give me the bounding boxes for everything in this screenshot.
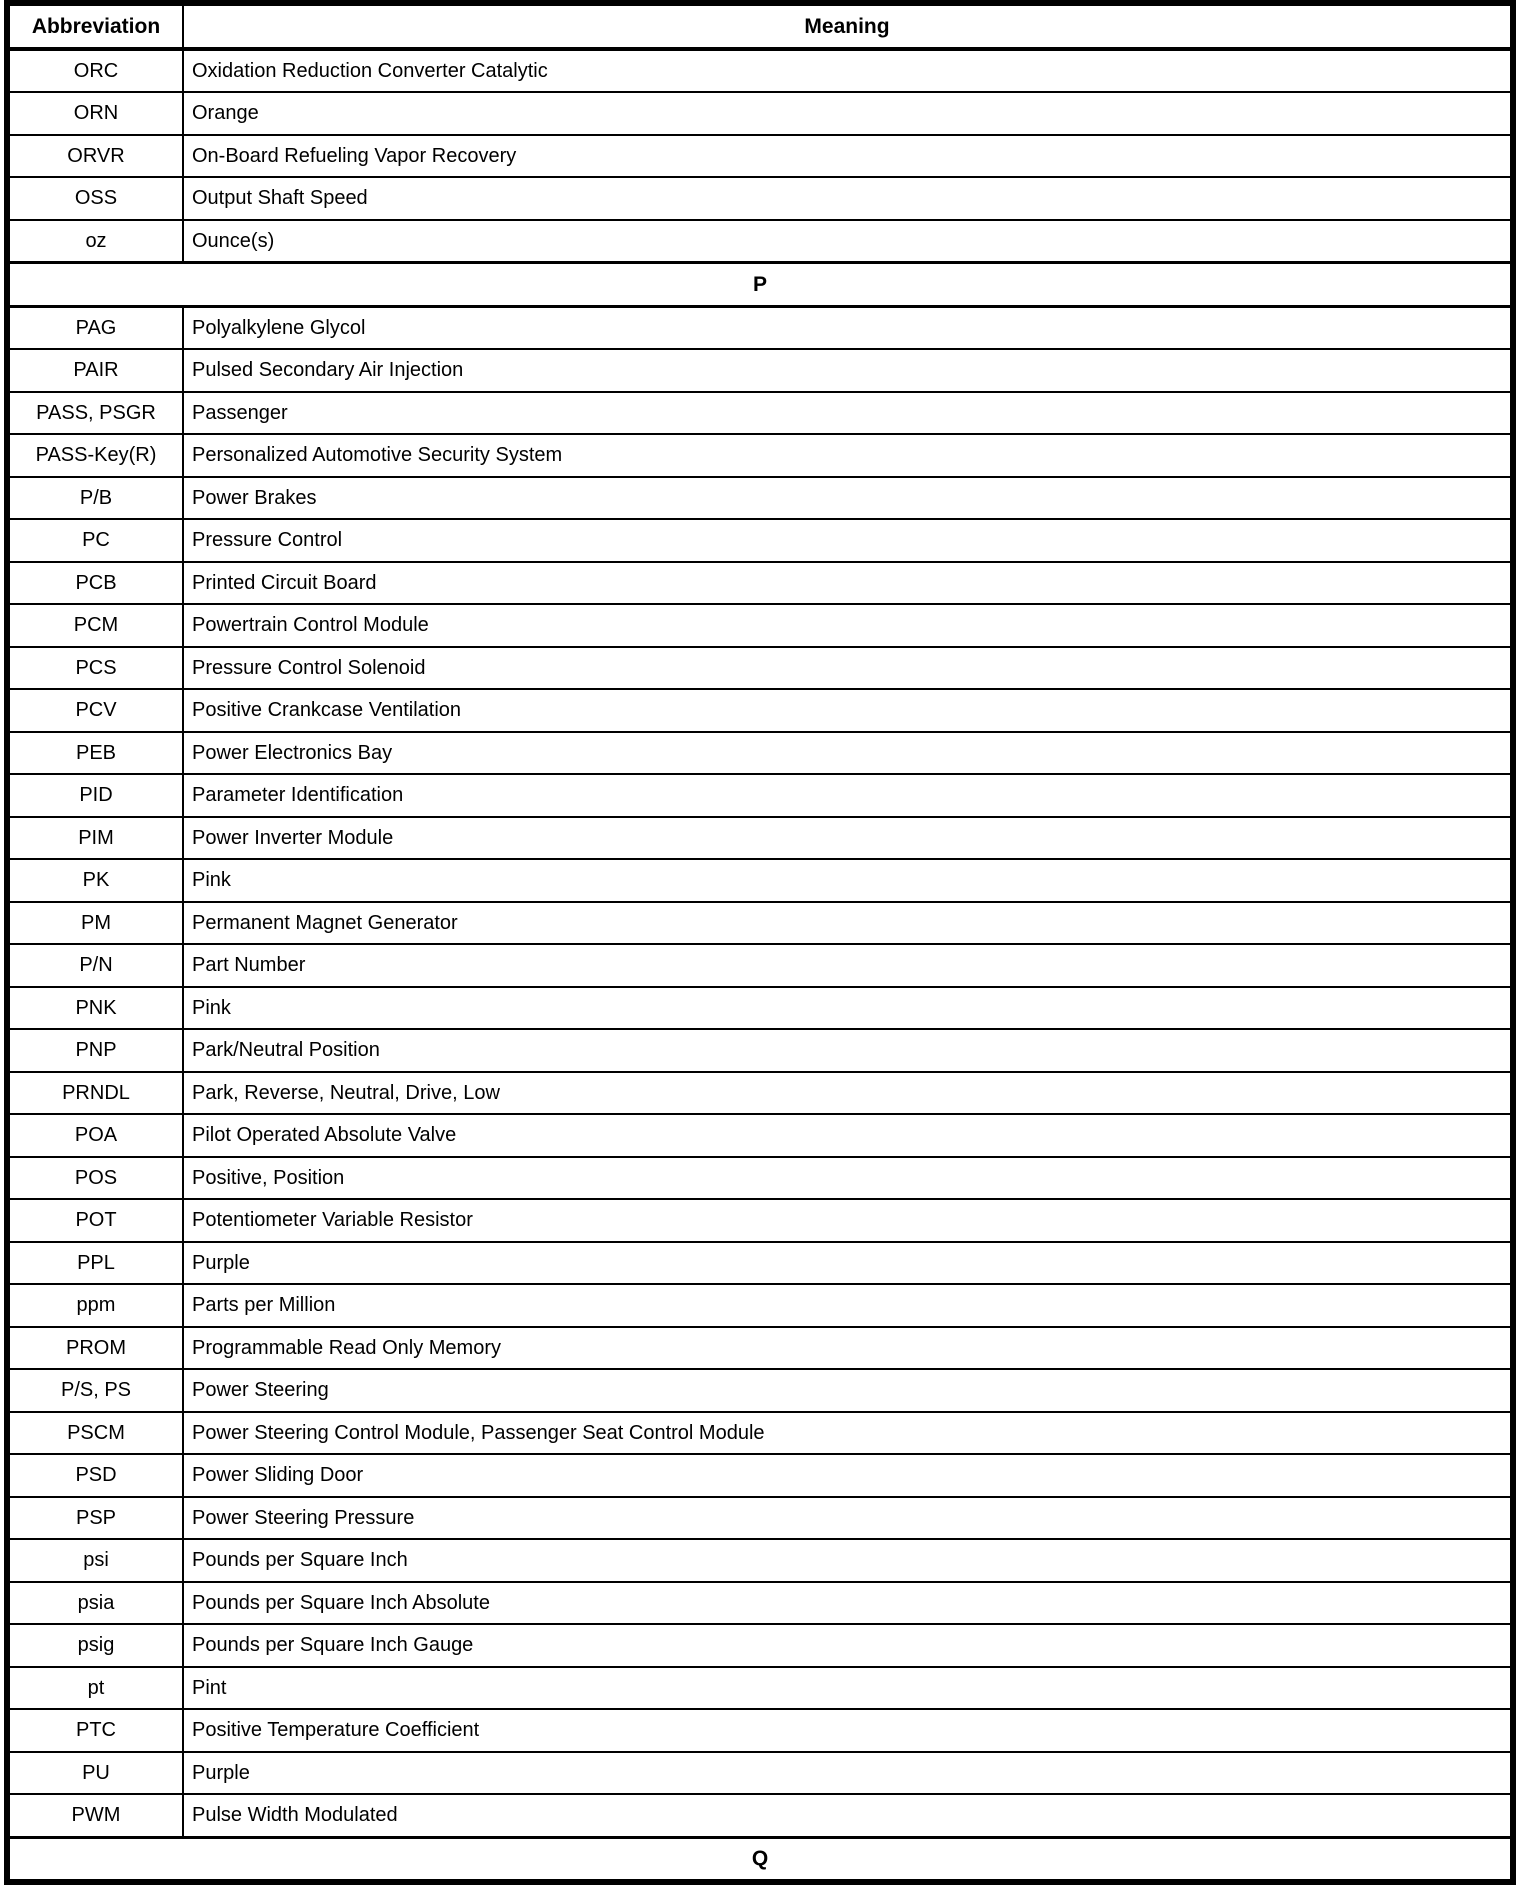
meaning-cell: Pint <box>183 1667 1513 1710</box>
meaning-cell: Purple <box>183 1242 1513 1285</box>
abbreviation-cell: POA <box>7 1114 183 1157</box>
table-row <box>7 774 1513 817</box>
header-meaning: Meaning <box>183 3 1513 49</box>
meaning-cell: Power Sliding Door <box>183 1454 1513 1497</box>
table-row <box>7 944 1513 987</box>
meaning-cell: Pilot Operated Absolute Valve <box>183 1114 1513 1157</box>
meaning-cell: Passenger <box>183 392 1513 435</box>
meaning-cell: Purple <box>183 1752 1513 1795</box>
abbreviation-cell: PASS, PSGR <box>7 392 183 435</box>
abbreviation-cell: PNP <box>7 1029 183 1072</box>
abbreviation-cell: PROM <box>7 1327 183 1370</box>
table-row <box>7 1199 1513 1242</box>
table-row <box>7 1157 1513 1200</box>
abbreviation-cell: PSCM <box>7 1412 183 1455</box>
abbreviation-cell: P/S, PS <box>7 1369 183 1412</box>
table-row <box>7 817 1513 860</box>
table-row <box>7 49 1513 93</box>
abbreviation-cell: ORC <box>7 49 183 93</box>
table-row <box>7 1412 1513 1455</box>
abbreviation-cell: PK <box>7 859 183 902</box>
abbreviation-cell: ORN <box>7 92 183 135</box>
header-row <box>7 3 1513 49</box>
abbreviation-cell: PCM <box>7 604 183 647</box>
abbreviation-cell: PWM <box>7 1794 183 1837</box>
abbreviation-cell: PPL <box>7 1242 183 1285</box>
meaning-cell: Personalized Automotive Security System <box>183 434 1513 477</box>
table-row <box>7 859 1513 902</box>
abbreviation-cell: PASS-Key(R) <box>7 434 183 477</box>
table-row <box>7 1794 1513 1837</box>
abbreviation-cell: PRNDL <box>7 1072 183 1115</box>
abbreviation-cell: P/B <box>7 477 183 520</box>
meaning-cell: Powertrain Control Module <box>183 604 1513 647</box>
table-row <box>7 1072 1513 1115</box>
meaning-cell: Oxidation Reduction Converter Catalytic <box>183 49 1513 93</box>
abbreviation-cell: OSS <box>7 177 183 220</box>
table-row <box>7 902 1513 945</box>
table-row <box>7 647 1513 690</box>
meaning-cell: Parts per Million <box>183 1284 1513 1327</box>
header-abbreviation: Abbreviation <box>7 3 183 49</box>
abbreviation-cell: PU <box>7 1752 183 1795</box>
abbreviation-cell: PSD <box>7 1454 183 1497</box>
table-row <box>7 1029 1513 1072</box>
meaning-cell: Park/Neutral Position <box>183 1029 1513 1072</box>
abbreviation-cell: ppm <box>7 1284 183 1327</box>
meaning-cell: Positive, Position <box>183 1157 1513 1200</box>
abbreviation-cell: psia <box>7 1582 183 1625</box>
abbreviation-cell: ORVR <box>7 135 183 178</box>
meaning-cell: Pulse Width Modulated <box>183 1794 1513 1837</box>
abbreviation-cell: oz <box>7 220 183 263</box>
abbreviation-cell: PAG <box>7 306 183 349</box>
abbreviation-cell: P/N <box>7 944 183 987</box>
abbreviation-cell: PSP <box>7 1497 183 1540</box>
meaning-cell: Output Shaft Speed <box>183 177 1513 220</box>
meaning-cell: Pressure Control Solenoid <box>183 647 1513 690</box>
abbreviation-cell: PID <box>7 774 183 817</box>
table-row <box>7 434 1513 477</box>
table-row <box>7 477 1513 520</box>
table-row <box>7 1709 1513 1752</box>
meaning-cell: Potentiometer Variable Resistor <box>183 1199 1513 1242</box>
abbreviation-cell: PEB <box>7 732 183 775</box>
meaning-cell: Part Number <box>183 944 1513 987</box>
table-row <box>7 1327 1513 1370</box>
abbreviation-cell: POS <box>7 1157 183 1200</box>
table-row <box>7 1242 1513 1285</box>
abbreviation-table-header <box>7 3 1513 49</box>
meaning-cell: On-Board Refueling Vapor Recovery <box>183 135 1513 178</box>
table-row <box>7 732 1513 775</box>
table-row <box>7 1667 1513 1710</box>
meaning-cell: Pounds per Square Inch <box>183 1539 1513 1582</box>
meaning-cell: Pounds per Square Inch Absolute <box>183 1582 1513 1625</box>
abbreviation-cell: PTC <box>7 1709 183 1752</box>
table-row <box>7 1539 1513 1582</box>
meaning-cell: Park, Reverse, Neutral, Drive, Low <box>183 1072 1513 1115</box>
table-row <box>7 177 1513 220</box>
abbreviation-cell: PCB <box>7 562 183 605</box>
abbreviation-cell: pt <box>7 1667 183 1710</box>
abbreviation-table-body <box>7 49 1513 1883</box>
abbreviation-cell: PNK <box>7 987 183 1030</box>
abbreviation-cell: PCV <box>7 689 183 732</box>
table-row <box>7 135 1513 178</box>
abbreviation-cell: PIM <box>7 817 183 860</box>
meaning-cell: Printed Circuit Board <box>183 562 1513 605</box>
table-row <box>7 349 1513 392</box>
meaning-cell: Power Steering Pressure <box>183 1497 1513 1540</box>
table-row <box>7 987 1513 1030</box>
table-row <box>7 1497 1513 1540</box>
table-row <box>7 1752 1513 1795</box>
table-row <box>7 1454 1513 1497</box>
meaning-cell: Pounds per Square Inch Gauge <box>183 1624 1513 1667</box>
section-letter: P <box>7 263 1513 307</box>
table-row <box>7 392 1513 435</box>
meaning-cell: Parameter Identification <box>183 774 1513 817</box>
meaning-cell: Programmable Read Only Memory <box>183 1327 1513 1370</box>
meaning-cell: Positive Temperature Coefficient <box>183 1709 1513 1752</box>
abbreviation-cell: PAIR <box>7 349 183 392</box>
abbreviation-cell: PM <box>7 902 183 945</box>
section-letter: Q <box>7 1837 1513 1882</box>
meaning-cell: Pink <box>183 987 1513 1030</box>
table-row <box>7 1284 1513 1327</box>
meaning-cell: Power Brakes <box>183 477 1513 520</box>
table-row <box>7 220 1513 263</box>
meaning-cell: Pressure Control <box>183 519 1513 562</box>
abbreviation-cell: POT <box>7 1199 183 1242</box>
table-row <box>7 562 1513 605</box>
table-row <box>7 689 1513 732</box>
meaning-cell: Power Steering <box>183 1369 1513 1412</box>
abbreviation-cell: psig <box>7 1624 183 1667</box>
abbreviation-cell: PCS <box>7 647 183 690</box>
section-row <box>7 263 1513 307</box>
table-row <box>7 519 1513 562</box>
abbreviation-cell: PC <box>7 519 183 562</box>
meaning-cell: Positive Crankcase Ventilation <box>183 689 1513 732</box>
meaning-cell: Orange <box>183 92 1513 135</box>
abbreviation-table <box>4 0 1516 1885</box>
meaning-cell: Power Electronics Bay <box>183 732 1513 775</box>
table-row <box>7 1369 1513 1412</box>
meaning-cell: Pink <box>183 859 1513 902</box>
table-row <box>7 604 1513 647</box>
meaning-cell: Power Steering Control Module, Passenger Seat Control Module <box>183 1412 1513 1455</box>
meaning-cell: Pulsed Secondary Air Injection <box>183 349 1513 392</box>
table-row <box>7 1624 1513 1667</box>
table-row <box>7 1114 1513 1157</box>
table-row <box>7 92 1513 135</box>
meaning-cell: Ounce(s) <box>183 220 1513 263</box>
meaning-cell: Power Inverter Module <box>183 817 1513 860</box>
meaning-cell: Permanent Magnet Generator <box>183 902 1513 945</box>
abbreviation-cell: psi <box>7 1539 183 1582</box>
table-row <box>7 1582 1513 1625</box>
section-row <box>7 1837 1513 1882</box>
table-row <box>7 306 1513 349</box>
meaning-cell: Polyalkylene Glycol <box>183 306 1513 349</box>
